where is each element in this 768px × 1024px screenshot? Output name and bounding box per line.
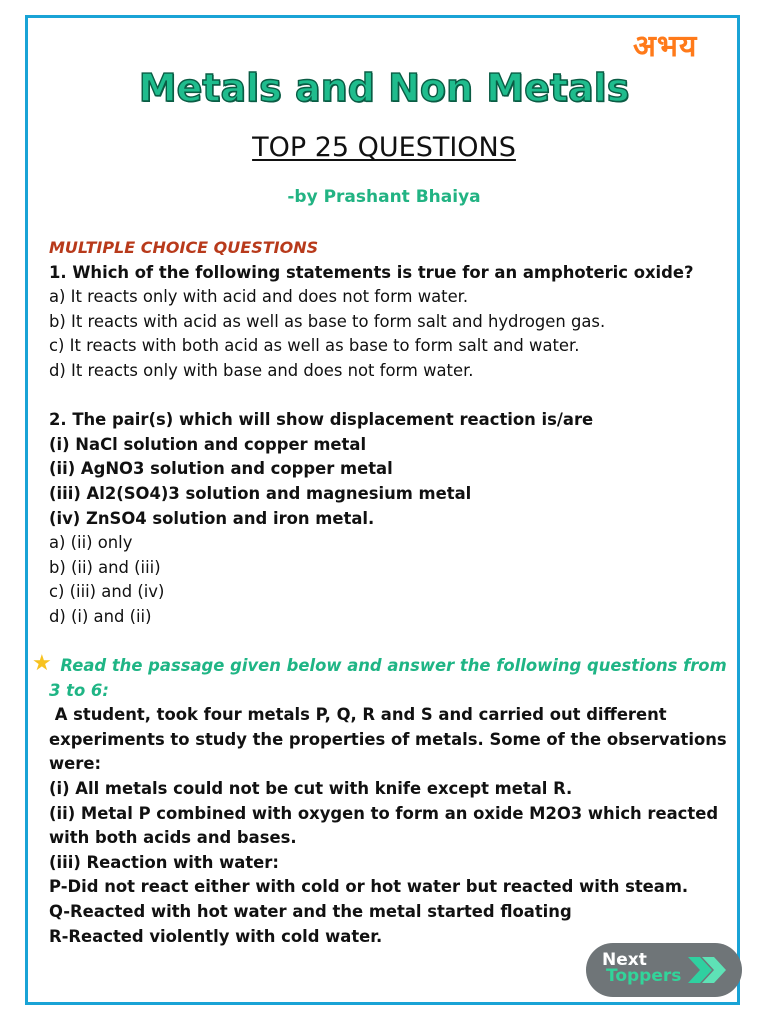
passage-line: R-Reacted violently with cold water.	[49, 926, 383, 946]
q2-option: a) (ii) only	[49, 533, 133, 553]
passage-line: (i) All metals could not be cut with knife except metal R.	[49, 779, 573, 799]
q1-option: a) It reacts only with acid and does not form water.	[49, 287, 469, 307]
passage-line: P-Did not react either with cold or hot water but reacted with steam.	[49, 877, 689, 897]
passage-line: (ii) Metal P combined with oxygen to form an oxide M2O3 which reacted	[49, 803, 719, 823]
q2-option: b) (ii) and (iii)	[49, 557, 161, 577]
toppers-label: Toppers	[606, 966, 682, 986]
brand-logo: अभय	[633, 29, 698, 64]
question-2: 2. The pair(s) which will show displacement reaction is/are	[49, 410, 594, 430]
passage-instruction: ★ Read the passage given below and answer the following questions from	[32, 651, 727, 677]
passage-line: were:	[49, 754, 102, 774]
question-1: 1. Which of the following statements is true for an amphoteric oxide?	[49, 262, 694, 282]
q2-pair: (i) NaCl solution and copper metal	[49, 434, 367, 454]
passage-line: with both acids and bases.	[49, 828, 297, 848]
q1-option: b) It reacts with acid as well as base to form salt and hydrogen gas.	[49, 311, 606, 331]
q1-option: d) It reacts only with base and does not form water.	[49, 360, 474, 380]
star-icon: ★	[32, 651, 52, 677]
passage-line: A student, took four metals P, Q, R and S and carried out different	[49, 705, 667, 725]
next-label: Next	[602, 950, 647, 970]
q1-option: c) It reacts with both acid as well as base to form salt and water.	[49, 336, 580, 356]
next-toppers-button[interactable]	[586, 943, 742, 997]
q2-pair: (iv) ZnSO4 solution and iron metal.	[49, 508, 375, 528]
q2-pair: (iii) Al2(SO4)3 solution and magnesium metal	[49, 483, 472, 503]
double-chevron-right-icon	[686, 955, 730, 985]
questions-content	[32, 236, 739, 949]
q2-option: c) (iii) and (iv)	[49, 582, 165, 602]
passage-line: (iii) Reaction with water:	[49, 852, 279, 872]
author-byline: -by Prashant Bhaiya	[287, 187, 481, 207]
q2-pair: (ii) AgNO3 solution and copper metal	[49, 459, 393, 479]
page-subtitle: TOP 25 QUESTIONS	[252, 132, 516, 163]
passage-line: Q-Reacted with hot water and the metal started floating	[49, 902, 572, 922]
passage-line: experiments to study the properties of metals. Some of the observations	[49, 729, 727, 749]
q2-option: d) (i) and (ii)	[49, 606, 152, 626]
page-title: Metals and Non Metals	[138, 66, 630, 110]
passage-instruction-cont: 3 to 6:	[49, 680, 109, 700]
section-heading: MULTIPLE CHOICE QUESTIONS	[49, 238, 319, 257]
